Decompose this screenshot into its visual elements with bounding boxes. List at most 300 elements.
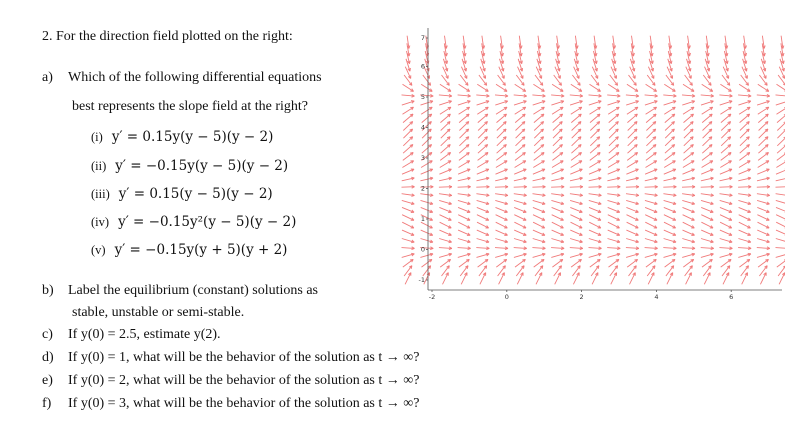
slope-arrow-355 [607,253,620,257]
slope-arrow-388 [626,247,639,250]
slope-arrow-181 [497,114,507,123]
slope-arrow-356 [607,247,620,250]
slope-arrow-265 [552,207,564,212]
slope-arrow-644 [776,247,786,250]
slope-arrow-515 [701,253,714,257]
slope-arrow-427 [645,194,658,197]
slope-arrow-526 [701,169,713,174]
slope-arrow-553 [720,207,732,212]
y-tick-label-3: 2 [420,184,425,193]
slope-arrow-328 [589,215,601,221]
slope-arrow-484 [682,247,695,250]
slope-arrow-561 [721,145,731,154]
slope-arrow-15 [402,161,413,168]
slope-arrow-297 [570,207,582,212]
slope-arrow-469 [665,114,675,123]
slope-arrow-85 [440,114,450,123]
slope-arrow-203 [514,194,527,197]
slope-arrow-455 [664,222,676,228]
x-tick-label-1: 0 [504,293,509,300]
slope-arrow-548 [719,247,732,250]
slope-arrow-110 [458,169,470,174]
slope-arrow-295 [571,222,583,228]
slope-arrow-490 [682,200,694,204]
slope-arrow-280 [551,94,564,97]
slope-arrow-172 [495,186,508,189]
slope-arrow-288 [573,273,579,285]
slope-arrow-562 [721,137,730,146]
slope-arrow-199 [514,222,526,228]
slope-arrow-230 [533,230,545,235]
option-v: (v) y′ = −0.15y(y + 5)(y + 2) [91,242,288,258]
slope-arrow-568 [719,94,732,97]
slope-arrow-618 [757,200,769,204]
slope-arrow-310 [571,107,582,114]
slope-arrow-77 [439,177,452,181]
slope-arrow-224 [536,273,542,285]
slope-arrow-151 [477,101,489,106]
slope-arrow-621 [757,177,770,181]
x-tick-label-2: 2 [579,293,584,300]
slope-arrow-108 [458,186,471,189]
slope-arrow-294 [570,230,582,235]
slope-arrow-464 [665,153,675,161]
slope-arrow-53 [422,114,432,123]
slope-arrow-135 [477,222,489,228]
slope-arrow-120 [458,94,471,97]
slope-arrow-119 [458,101,470,106]
slope-arrow-54 [421,107,432,114]
slope-arrow-425 [645,207,657,212]
slope-arrow-112 [459,153,469,161]
slope-arrow-46 [421,169,433,174]
slope-arrow-402 [628,137,637,146]
slope-arrow-527 [702,161,713,168]
slope-arrow-589 [738,177,751,181]
slope-arrow-292 [570,247,583,250]
slope-arrow-489 [683,207,695,212]
slope-arrow-330 [589,200,601,204]
slope-arrow-465 [665,145,675,154]
slope-arrow-274 [553,137,562,146]
slope-arrow-665 [777,84,786,91]
slope-arrow-639 [762,36,765,49]
slope-arrow-453 [664,239,676,243]
slope-arrow-661 [777,114,785,123]
slope-arrow-620 [757,186,770,189]
slope-arrow-118 [459,107,470,114]
slope-arrow-612 [757,247,770,250]
slope-arrow-586 [738,200,750,204]
slope-arrow-522 [701,200,713,204]
slope-arrow-309 [571,114,581,123]
slope-arrow-111 [459,161,470,168]
slope-arrow-461 [664,177,677,181]
slope-arrow-140 [476,186,489,189]
slope-arrow-329 [589,207,601,212]
slope-arrow-174 [496,169,508,174]
part-b-line1: b) Label the equilibrium (constant) solutions as [42,283,319,298]
slope-arrow-660 [777,122,785,131]
slope-arrow-558 [720,169,732,174]
slope-arrow-242 [534,137,543,146]
slope-arrow-535 [701,101,713,106]
slope-arrow-640 [779,273,785,285]
slope-arrow-137 [477,207,489,212]
slope-arrow-101 [458,239,470,243]
slope-arrow-55 [421,101,433,106]
slope-arrow-357 [608,239,620,243]
slope-arrow-131 [477,253,490,257]
slope-arrow-37 [421,239,433,243]
slope-arrow-653 [776,177,785,181]
part-a-line1: a) Which of the following differential equations [42,70,322,85]
slope-arrow-287 [557,36,560,49]
slope-arrow-311 [570,101,582,106]
slope-arrow-87 [439,101,451,106]
slope-arrow-43 [420,194,433,197]
slope-arrow-584 [739,215,751,221]
slope-arrow-487 [683,222,695,228]
slope-arrow-598 [739,107,750,114]
slope-arrow-663 [776,101,785,106]
slope-arrow-575 [725,36,728,49]
slope-arrow-38 [421,230,433,235]
slope-arrow-597 [740,114,750,123]
option-iii: (iii) y′ = 0.15(y − 5)(y − 2) [91,186,273,202]
slope-arrow-167 [496,222,508,228]
slope-arrow-269 [551,177,564,181]
slope-arrow-416 [648,273,654,285]
slope-arrow-520 [701,215,713,221]
slope-arrow-144 [478,153,488,161]
slope-arrow-370 [609,137,618,146]
slope-arrow-136 [477,215,489,221]
slope-arrow-662 [777,107,786,114]
slope-arrow-198 [514,230,526,235]
slope-arrow-240 [534,153,544,161]
part-c: c) If y(0) = 2.5, estimate y(2). [42,327,221,342]
slope-arrow-557 [720,177,733,181]
slope-arrow-361 [608,207,620,212]
slope-arrow-649 [776,207,785,212]
slope-arrow-107 [458,194,471,197]
slope-arrow-183 [495,101,507,106]
slope-arrow-547 [720,253,733,257]
y-tick-label-6: 5 [420,93,425,102]
slope-arrow-64 [443,273,449,285]
slope-arrow-405 [627,114,637,123]
slope-arrow-363 [607,194,620,197]
slope-arrow-421 [645,239,657,243]
slope-arrow-648 [776,215,785,221]
slope-arrow-192 [517,273,523,285]
slope-arrow-533 [702,114,712,123]
x-tick-label-3: 4 [654,293,659,300]
slope-arrow-374 [608,107,619,114]
slope-arrow-142 [477,169,489,174]
slope-arrow-234 [533,200,545,204]
slope-arrow-341 [590,114,600,123]
slope-arrow-72 [440,215,452,221]
slope-arrow-335 [589,161,600,168]
slope-arrow-519 [701,222,713,228]
slope-arrow-128 [480,273,486,285]
slope-arrow-332 [589,186,602,189]
slope-arrow-5 [402,239,414,243]
slope-arrow-642 [777,259,785,267]
slope-arrow-255 [538,36,541,49]
slope-arrow-394 [626,200,638,204]
slope-arrow-208 [515,153,525,161]
slope-arrow-320 [592,273,598,285]
slope-arrow-400 [627,153,637,161]
slope-arrow-304 [571,153,581,161]
slope-arrow-458 [664,200,676,204]
slope-arrow-631 [757,101,769,106]
slope-arrow-127 [463,36,466,49]
slope-arrow-105 [458,207,470,212]
slope-arrow-646 [776,230,785,235]
slope-arrow-523 [701,194,714,197]
slope-arrow-432 [646,153,656,161]
slope-arrow-460 [663,186,676,189]
slope-arrow-248 [532,94,545,97]
slope-arrow-302 [570,169,582,174]
slope-arrow-319 [575,36,578,49]
slope-arrow-650 [776,200,785,204]
slope-arrow-79 [440,161,451,168]
slope-arrow-191 [501,36,504,49]
slope-arrow-132 [476,247,489,250]
slope-arrow-399 [627,161,638,168]
slope-arrow-343 [589,101,601,106]
slope-arrow-397 [626,177,639,181]
slope-arrow-166 [496,230,508,235]
slope-arrow-430 [645,169,657,174]
slope-arrow-576 [742,273,748,285]
slope-arrow-210 [516,137,525,146]
slope-arrow-170 [495,200,507,204]
slope-arrow-223 [519,36,522,49]
slope-arrow-177 [497,145,507,154]
slope-arrow-35 [420,253,433,257]
slope-arrow-420 [645,247,658,250]
slope-arrow-501 [684,114,694,123]
slope-arrow-438 [646,107,657,114]
slope-arrow-114 [459,137,468,146]
slope-arrow-214 [515,107,526,114]
slope-arrow-247 [533,101,545,106]
slope-arrow-503 [682,101,694,106]
slope-arrow-229 [533,239,545,243]
slope-arrow-590 [739,169,751,174]
slope-arrow-406 [627,107,638,114]
slope-arrow-551 [720,222,732,228]
slope-arrow-10 [402,200,414,204]
slope-arrow-580 [738,247,751,250]
slope-arrow-196 [514,247,527,250]
slope-arrow-492 [682,186,695,189]
slope-arrow-342 [590,107,601,114]
slope-arrow-3 [402,253,415,257]
slope-arrow-233 [533,207,545,212]
slope-arrow-593 [740,145,750,154]
slope-arrow-471 [664,101,676,106]
slope-arrow-591 [739,161,750,168]
slope-arrow-566 [720,107,731,114]
slope-arrow-8 [402,215,414,221]
slope-arrow-245 [534,114,544,123]
slope-arrow-96 [461,273,467,285]
slope-arrow-588 [738,186,751,189]
slope-arrow-419 [645,253,658,257]
slope-arrow-493 [682,177,695,181]
slope-arrow-241 [534,145,544,154]
slope-arrow-594 [740,137,749,146]
slope-arrow-104 [458,215,470,221]
slope-arrow-524 [701,186,714,189]
slope-arrow-296 [570,215,582,221]
slope-arrow-498 [684,137,693,146]
slope-arrow-7 [402,222,414,228]
slope-arrow-587 [738,194,751,197]
slope-arrow-452 [663,247,676,250]
slope-arrow-502 [683,107,694,114]
slope-arrow-559 [720,161,731,168]
slope-arrow-585 [739,207,751,212]
slope-arrow-163 [495,253,508,257]
slope-arrow-655 [776,161,785,168]
slope-arrow-113 [459,145,469,154]
slope-arrow-579 [738,253,751,257]
slope-arrow-141 [477,177,490,181]
slope-arrow-619 [757,194,770,197]
slope-arrow-312 [570,94,583,97]
slope-arrow-534 [702,107,713,114]
slope-arrow-152 [476,94,489,97]
option-ii: (ii) y′ = −0.15y(y − 5)(y − 2) [91,158,289,174]
slope-arrow-324 [589,247,602,250]
slope-arrow-626 [759,137,768,146]
slope-arrow-671 [781,36,784,49]
slope-arrow-102 [458,230,470,235]
slope-arrow-600 [738,94,751,97]
slope-arrow-298 [570,200,582,204]
slope-arrow-279 [551,101,563,106]
slope-arrow-560 [721,153,731,161]
slope-arrow-237 [533,177,546,181]
slope-arrow-391 [627,222,639,228]
slope-arrow-504 [682,94,695,97]
slope-arrow-305 [571,145,581,154]
slope-arrow-647 [776,222,785,228]
slope-arrow-659 [777,129,785,138]
y-tick-label-8: 7 [420,34,425,43]
slope-arrow-451 [664,253,677,257]
slope-arrow-472 [663,94,676,97]
y-tick-label-2: 1 [420,215,425,224]
slope-arrow-428 [645,186,658,189]
slope-arrow-235 [533,194,546,197]
slope-arrow-336 [590,153,600,161]
slope-arrow-608 [760,273,766,285]
slope-arrow-23 [402,101,414,106]
slope-arrow-300 [570,186,583,189]
part-b-line2: stable, unstable or semi-stable. [72,305,245,320]
slope-arrow-617 [757,207,769,212]
question-title: 2. For the direction field plotted on the right: [42,29,293,44]
slope-arrow-652 [776,186,786,189]
slope-arrow-238 [533,169,545,174]
slope-arrow-437 [646,114,656,123]
slope-arrow-69 [439,239,451,243]
slope-arrow-173 [495,177,508,181]
part-d: d) If y(0) = 1, what will be the behavior of the solution as t → ∞? [42,350,420,365]
slope-arrow-401 [628,145,638,154]
slope-arrow-422 [645,230,657,235]
slope-arrow-439 [645,101,657,106]
slope-arrow-536 [701,94,714,97]
slope-arrow-73 [439,207,451,212]
slope-arrow-175 [496,161,507,168]
slope-arrow-206 [514,169,526,174]
slope-arrow-426 [645,200,657,204]
slope-arrow-454 [664,230,676,235]
part-e: e) If y(0) = 2, what will be the behavior of the solution as t → ∞? [42,373,420,388]
slope-arrow-16 [403,153,413,161]
slope-arrow-95 [445,36,448,49]
slope-arrow-291 [570,253,583,257]
slope-arrow-261 [551,239,563,243]
slope-arrow-392 [627,215,639,221]
slope-arrow-21 [403,114,413,123]
slope-arrow-651 [776,194,785,197]
slope-arrow-525 [701,177,714,181]
slope-arrow-365 [607,177,620,181]
slope-arrow-68 [439,247,452,250]
slope-arrow-246 [533,107,544,114]
part-f: f) If y(0) = 3, what will be the behavior of the solution as t → ∞? [42,396,420,411]
slope-arrow-82 [441,137,450,146]
slope-arrow-0 [405,273,411,285]
slope-arrow-415 [632,36,635,49]
slope-arrow-408 [626,94,639,97]
slope-arrow-293 [570,239,582,243]
slope-arrow-103 [458,222,470,228]
y-tick-label-0: -1 [418,276,425,285]
slope-arrow-423 [645,222,657,228]
slope-arrow-184 [495,94,508,97]
slope-arrow-138 [477,200,489,204]
slope-arrow-146 [478,137,487,146]
slope-arrow-13 [402,177,415,181]
slope-arrow-431 [646,161,657,168]
slope-arrow-239 [533,161,544,168]
slope-arrow-479 [669,36,672,49]
slope-arrow-434 [646,137,655,146]
slope-arrow-658 [777,137,785,146]
slope-arrow-326 [589,230,601,235]
slope-arrow-182 [496,107,507,114]
slope-arrow-625 [758,145,768,154]
slope-arrow-42 [421,200,433,204]
y-tick-label-7: 6 [420,62,425,71]
slope-arrow-351 [594,36,597,49]
slope-arrow-270 [552,169,564,174]
part-a-line2: best represents the slope field at the right? [72,99,308,114]
slope-arrow-70 [439,230,451,235]
